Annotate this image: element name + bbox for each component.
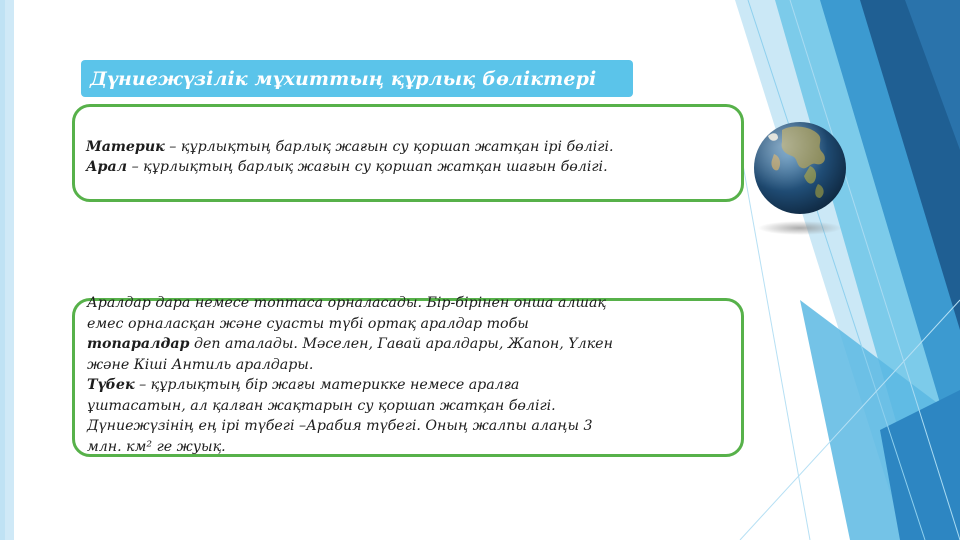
left-edge-decoration — [0, 0, 26, 540]
details-line — [87, 375, 737, 396]
details-line-text: деп аталады. Мәселен, Гавай аралдары, Жапон, Үлкен — [189, 336, 613, 352]
details-line: ұштасатын, ал қалған жақтарын су қоршап жатқан бөлігі. — [87, 397, 556, 414]
definition-continent: – құрлықтың барлық жағын су қоршап жатқан ірі бөлігі. — [164, 139, 614, 155]
details-line: Аралдар дара немесе топтаса орналасады. Бір-бірінен онша алшақ — [87, 295, 606, 311]
term-continent: Материк — [86, 139, 165, 155]
title-bar — [81, 60, 633, 97]
details-line: емес орналасқан және суасты түбі ортақ аралдар тобы — [87, 315, 529, 332]
term-island: Арал — [86, 159, 128, 175]
details-line — [87, 334, 737, 355]
term-peninsula: Түбек — [87, 377, 135, 393]
details-text — [87, 293, 737, 457]
definition-line-island — [86, 157, 736, 177]
definitions-text — [86, 137, 736, 177]
definition-island: – құрлықтың барлық жағын су қоршап жатқан шағын бөлігі. — [127, 159, 608, 175]
term-archipelago: топаралдар — [87, 336, 190, 352]
definition-line-continent — [86, 137, 736, 157]
earth-globe-icon — [752, 110, 848, 240]
details-line-text: – құрлықтың бір жағы материкке немесе аралға — [134, 377, 520, 393]
details-line: және Кіші Антиль аралдары. — [87, 356, 314, 373]
details-line: Дүниежүзінің ең ірі түбегі –Арабия түбегі. Оның жалпы алаңы 3 — [87, 418, 593, 434]
slide-title: Дүниежүзілік мұхиттың құрлық бөліктері — [90, 67, 597, 90]
details-line: млн. км² ге жуық. — [87, 438, 226, 455]
